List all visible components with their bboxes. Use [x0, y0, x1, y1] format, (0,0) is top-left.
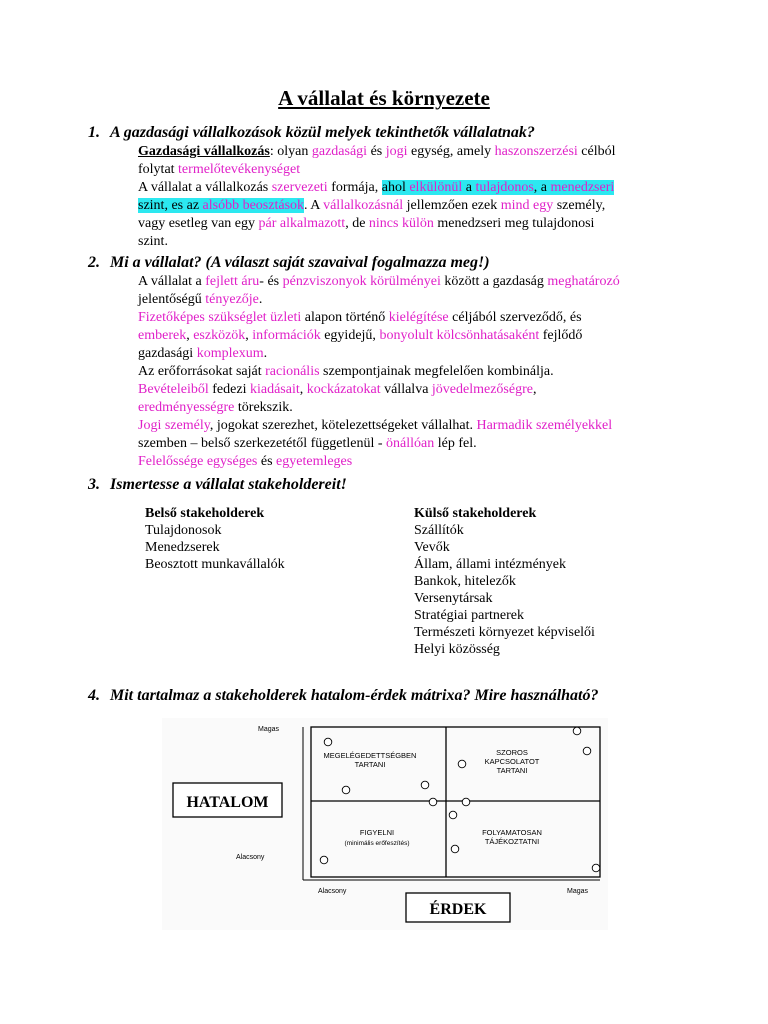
list-item: Vevők — [414, 540, 450, 555]
definition-term: Gazdasági vállalkozás — [138, 144, 270, 159]
x-high-label: Magas — [567, 888, 589, 895]
stakeholder-marker — [421, 781, 429, 789]
text-span: fedezi — [208, 382, 250, 397]
stakeholder-marker — [573, 727, 581, 735]
text-span: és — [367, 144, 386, 159]
list-item: Állam, állami intézmények — [414, 557, 567, 572]
quadrant-manage-closely-line2: KAPCSOLATOT — [484, 757, 540, 766]
text-span: folytat — [138, 162, 179, 177]
question-1-text: A gazdasági vállalkozások közül melyek tekinthetők vállalatnak? — [110, 124, 535, 141]
highlighted-text: , a — [533, 180, 551, 195]
list-item: Tulajdonosok — [145, 523, 222, 538]
stakeholder-marker — [429, 798, 437, 806]
stakeholder-marker — [320, 856, 328, 864]
page-title: A vállalat és környezete — [278, 86, 490, 110]
stakeholder-marker — [462, 798, 470, 806]
quadrant-keep-satisfied-line2: TARTANI — [354, 760, 386, 769]
highlight-term: kielégítése — [388, 310, 449, 325]
highlighted-text: a — [462, 180, 476, 195]
external-stakeholders-header: Külső stakeholderek — [414, 506, 537, 521]
figure-background — [162, 718, 608, 930]
list-item: Beosztott munkavállalók — [145, 557, 285, 572]
text-span: - és — [259, 274, 283, 289]
quadrant-manage-closely-line1: SZOROS — [496, 748, 528, 757]
highlight-term: Fizetőképes szükséglet üzleti — [138, 310, 302, 325]
hatalom-label: HATALOM — [186, 794, 269, 811]
highlight-term: vállalkozásnál — [323, 198, 404, 213]
quadrant-keep-satisfied-line1: MEGELÉGEDETTSÉGBEN — [323, 751, 417, 760]
highlight-term: egyetemleges — [276, 454, 353, 469]
question-3-text: Ismertesse a vállalat stakeholdereit! — [110, 476, 347, 493]
quadrant-manage-closely-line3: TARTANI — [496, 766, 528, 775]
text-span: : olyan — [269, 144, 312, 159]
highlight-term: kiadásait — [249, 382, 300, 397]
highlight-term: gazdasági — [311, 144, 368, 159]
x-low-label: Alacsony — [318, 888, 347, 895]
text-span: jellemzően ezek — [403, 198, 501, 213]
quadrant-keep-informed-line2: TÁJÉKOZTATNI — [484, 837, 540, 846]
list-item: Szállítók — [414, 523, 464, 538]
highlighted-term: tulajdonos — [475, 180, 534, 195]
text-span: törekszik. — [234, 400, 293, 415]
text-span: célból — [577, 144, 616, 159]
question-1-number: 1. — [88, 124, 100, 141]
text-span: egység, amely — [407, 144, 495, 159]
stakeholder-marker — [583, 747, 591, 755]
text-span: Az erőforrásokat saját — [138, 364, 266, 379]
list-item: Természeti környezet képviselői — [414, 625, 595, 640]
text-span: jelentőségű — [138, 292, 206, 307]
text-span: , — [186, 328, 194, 343]
text-span: menedzseri meg tulajdonosi — [433, 216, 595, 231]
text-span: személy, — [553, 198, 606, 213]
list-item: Versenytársak — [414, 591, 493, 606]
question-2-text: Mi a vállalat? (A választ saját szavaival fogalmazza meg!) — [110, 254, 490, 271]
text-span: formája, — [327, 180, 382, 195]
answer-1-line: szint. — [138, 234, 168, 249]
list-item: Bankok, hitelezők — [414, 574, 516, 589]
stakeholder-marker — [592, 864, 600, 872]
quadrant-keep-informed-line1: FOLYAMATOSAN — [482, 828, 542, 837]
highlight-term: emberek — [138, 328, 187, 343]
text-span: gazdasági — [138, 346, 197, 361]
highlight-term: meghatározó — [547, 274, 620, 289]
highlight-term: szervezeti — [271, 180, 328, 195]
highlight-term: eredményességre — [138, 400, 235, 415]
list-item: Stratégiai partnerek — [414, 608, 525, 623]
highlight-term: eszközök — [193, 328, 246, 343]
highlight-term: információk — [252, 328, 321, 343]
text-span: , de — [345, 216, 369, 231]
text-span: . — [263, 346, 268, 361]
text-span: . — [258, 292, 263, 307]
highlight-term: Felelőssége egységes — [138, 454, 258, 469]
highlight-term: bonyolult kölcsönhatásaként — [379, 328, 540, 343]
stakeholder-marker — [342, 786, 350, 794]
highlight-term: jogi — [385, 144, 408, 159]
question-4-number: 4. — [88, 687, 100, 704]
highlight-term: komplexum — [196, 346, 264, 361]
text-span: alapon történő — [301, 310, 389, 325]
stakeholder-marker — [324, 738, 332, 746]
highlighted-term: elkülönül — [409, 180, 463, 195]
highlight-term: mind egy — [500, 198, 554, 213]
text-span: egyidejű, — [320, 328, 380, 343]
highlight-term: nincs külön — [368, 216, 434, 231]
highlight-term: pár alkalmazott — [258, 216, 346, 231]
internal-stakeholders-header: Belső stakeholderek — [145, 506, 265, 521]
stakeholder-marker — [449, 811, 457, 819]
text-span: , — [532, 382, 537, 397]
text-span: vagy esetleg van egy — [138, 216, 259, 231]
text-span: között a gazdaság — [440, 274, 548, 289]
y-high-label: Magas — [258, 726, 280, 733]
highlight-term: önállóan — [386, 436, 435, 451]
highlight-term: Bevételeiből — [138, 382, 209, 397]
question-2-number: 2. — [88, 254, 100, 271]
text-span: és — [257, 454, 277, 469]
highlighted-text: ahol — [381, 180, 410, 195]
text-span: szempontjainak megfelelően kombinálja. — [319, 364, 554, 379]
text-span: lép fel. — [434, 436, 477, 451]
highlighted-term: menedzseri — [550, 180, 615, 195]
stakeholder-marker — [458, 760, 466, 768]
list-item: Helyi közösség — [414, 642, 500, 657]
text-span: , jogokat szerezhet, kötelezettségeket vállalhat. — [209, 418, 477, 433]
text-span: . A — [304, 198, 324, 213]
quadrant-monitor-line2: (minimális erőfeszítés) — [344, 840, 410, 847]
question-4-text: Mit tartalmaz a stakeholderek hatalom-érdek mátrixa? Mire használható? — [110, 687, 599, 704]
highlight-term: pénzviszonyok körülményei — [282, 274, 441, 289]
text-span: , — [299, 382, 307, 397]
question-3-number: 3. — [88, 476, 100, 493]
text-span: céljából szerveződő, és — [448, 310, 582, 325]
text-span: fejlődő — [539, 328, 583, 343]
highlight-term: termelőtevékenységet — [178, 162, 301, 177]
quadrant-monitor-line1: FIGYELNI — [359, 828, 395, 837]
text-span: A vállalat a vállalkozás — [138, 180, 272, 195]
erdek-label: ÉRDEK — [429, 901, 487, 918]
y-low-label: Alacsony — [236, 854, 265, 861]
highlight-term: tényezője — [205, 292, 259, 307]
text-span: szemben – belső szerkezetétől függetlenül - — [138, 436, 387, 451]
text-span: , — [245, 328, 253, 343]
highlight-term: Jogi személy — [138, 418, 210, 433]
highlight-term: racionális — [265, 364, 320, 379]
highlight-term: haszonszerzési — [494, 144, 578, 159]
stakeholder-marker — [451, 845, 459, 853]
highlight-term: fejlett áru — [205, 274, 260, 289]
highlight-term: kockázatokat — [306, 382, 381, 397]
text-span: A vállalat a — [138, 274, 206, 289]
highlighted-term: alsóbb beosztások — [202, 198, 305, 213]
text-span: vállalva — [380, 382, 432, 397]
list-item: Menedzserek — [145, 540, 220, 555]
highlight-term: Harmadik személyekkel — [476, 418, 613, 433]
highlight-term: jövedelmezőségre — [431, 382, 533, 397]
highlighted-text: szint, es az — [138, 198, 203, 213]
